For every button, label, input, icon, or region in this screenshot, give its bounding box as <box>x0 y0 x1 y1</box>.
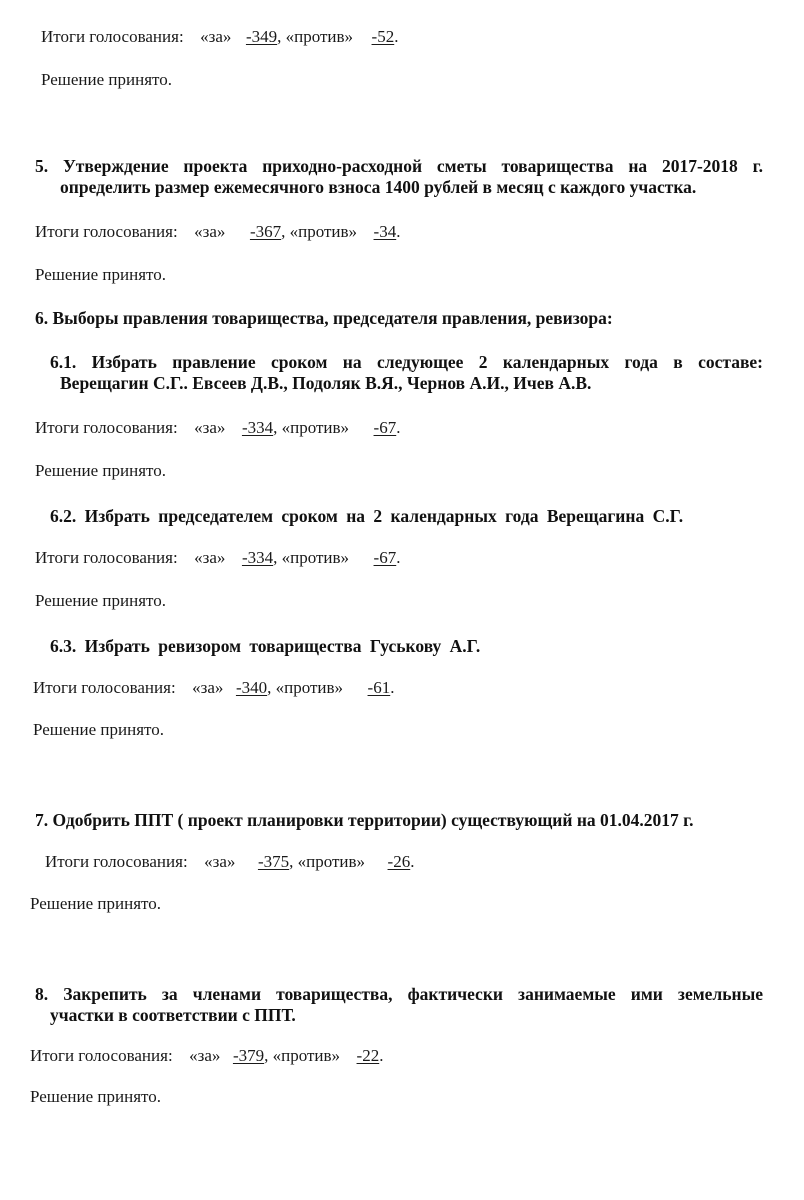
against-value: -22 <box>356 1046 380 1065</box>
item-8-line-1: 8. Закрепить за членами товарищества, фактически занимаемые ими земельные <box>35 984 763 1004</box>
decision-text: Решение принято. <box>35 461 166 480</box>
for-value: -340 <box>235 678 268 697</box>
item-5-line-2: определить размер ежемесячного взноса 1400 рублей в месяц с каждого участка. <box>60 177 697 197</box>
against-value: -67 <box>373 418 397 437</box>
for-value: -379 <box>232 1046 265 1065</box>
for-label: «за» <box>189 1046 221 1065</box>
for-value: -367 <box>249 222 282 241</box>
item-6-1-line-1: 6.1. Избрать правление сроком на следующее 2 календарных года в составе: <box>50 352 763 372</box>
against-label: «против» <box>275 678 344 697</box>
vote-label: Итоги голосования: <box>30 1046 173 1065</box>
item-6-1-heading <box>50 352 763 394</box>
vote-results: Итоги голосования: «за» -340, «против» -61. <box>33 678 395 697</box>
vote-label: Итоги голосования: <box>35 222 178 241</box>
for-label: «за» <box>194 222 226 241</box>
vote-results: Итоги голосования: «за» -349, «против» -52. <box>41 27 399 46</box>
for-label: «за» <box>194 548 226 567</box>
against-label: «против» <box>289 222 358 241</box>
against-value: -52 <box>371 27 395 46</box>
against-value: -61 <box>367 678 391 697</box>
vote-results: Итоги голосования: «за» -367, «против» -34. <box>35 222 401 241</box>
for-value: -375 <box>257 852 290 871</box>
vote-label: Итоги голосования: <box>45 852 188 871</box>
item-5-heading <box>35 156 763 198</box>
for-label: «за» <box>204 852 236 871</box>
item-6-heading: 6. Выборы правления товарищества, председателя правления, ревизора: <box>35 308 613 328</box>
item-5-line-1: 5. Утверждение проекта приходно-расходной сметы товарищества на 2017-2018 г. <box>35 156 763 176</box>
decision-text: Решение принято. <box>41 70 172 89</box>
against-label: «против» <box>285 27 354 46</box>
against-value: -67 <box>373 548 397 567</box>
against-label: «против» <box>281 548 350 567</box>
vote-results: Итоги голосования: «за» -334, «против» -67. <box>35 548 401 567</box>
item-7-heading: 7. Одобрить ППТ ( проект планировки территории) существующий на 01.04.2017 г. <box>35 810 694 830</box>
item-6-1-line-2: Верещагин С.Г.. Евсеев Д.В., Подоляк В.Я., Чернов А.И., Ичев А.В. <box>60 373 592 393</box>
for-label: «за» <box>194 418 226 437</box>
for-value: -349 <box>245 27 278 46</box>
decision-text: Решение принято. <box>35 591 166 610</box>
vote-results: Итоги голосования: «за» -375, «против» -26. <box>45 852 415 871</box>
vote-results: Итоги голосования: «за» -379, «против» -22. <box>30 1046 384 1065</box>
decision-text: Решение принято. <box>30 1087 161 1106</box>
for-value: -334 <box>241 548 274 567</box>
vote-label: Итоги голосования: <box>33 678 176 697</box>
against-label: «против» <box>281 418 350 437</box>
against-value: -26 <box>387 852 411 871</box>
against-label: «против» <box>297 852 366 871</box>
item-8-line-2: участки в соответствии с ППТ. <box>50 1005 296 1025</box>
vote-label: Итоги голосования: <box>35 418 178 437</box>
decision-text: Решение принято. <box>33 720 164 739</box>
item-8-heading <box>35 984 763 1026</box>
for-value: -334 <box>241 418 274 437</box>
against-value: -34 <box>373 222 397 241</box>
item-6-3-heading: 6.3. Избрать ревизором товарищества Гуськову А.Г. <box>50 636 481 656</box>
against-label: «против» <box>272 1046 341 1065</box>
decision-text: Решение принято. <box>30 894 161 913</box>
vote-label: Итоги голосования: <box>41 27 184 46</box>
decision-text: Решение принято. <box>35 265 166 284</box>
for-label: «за» <box>192 678 224 697</box>
item-6-2-heading: 6.2. Избрать председателем сроком на 2 календарных года Верещагина С.Г. <box>50 506 684 526</box>
vote-results: Итоги голосования: «за» -334, «против» -67. <box>35 418 401 437</box>
vote-label: Итоги голосования: <box>35 548 178 567</box>
for-label: «за» <box>200 27 232 46</box>
